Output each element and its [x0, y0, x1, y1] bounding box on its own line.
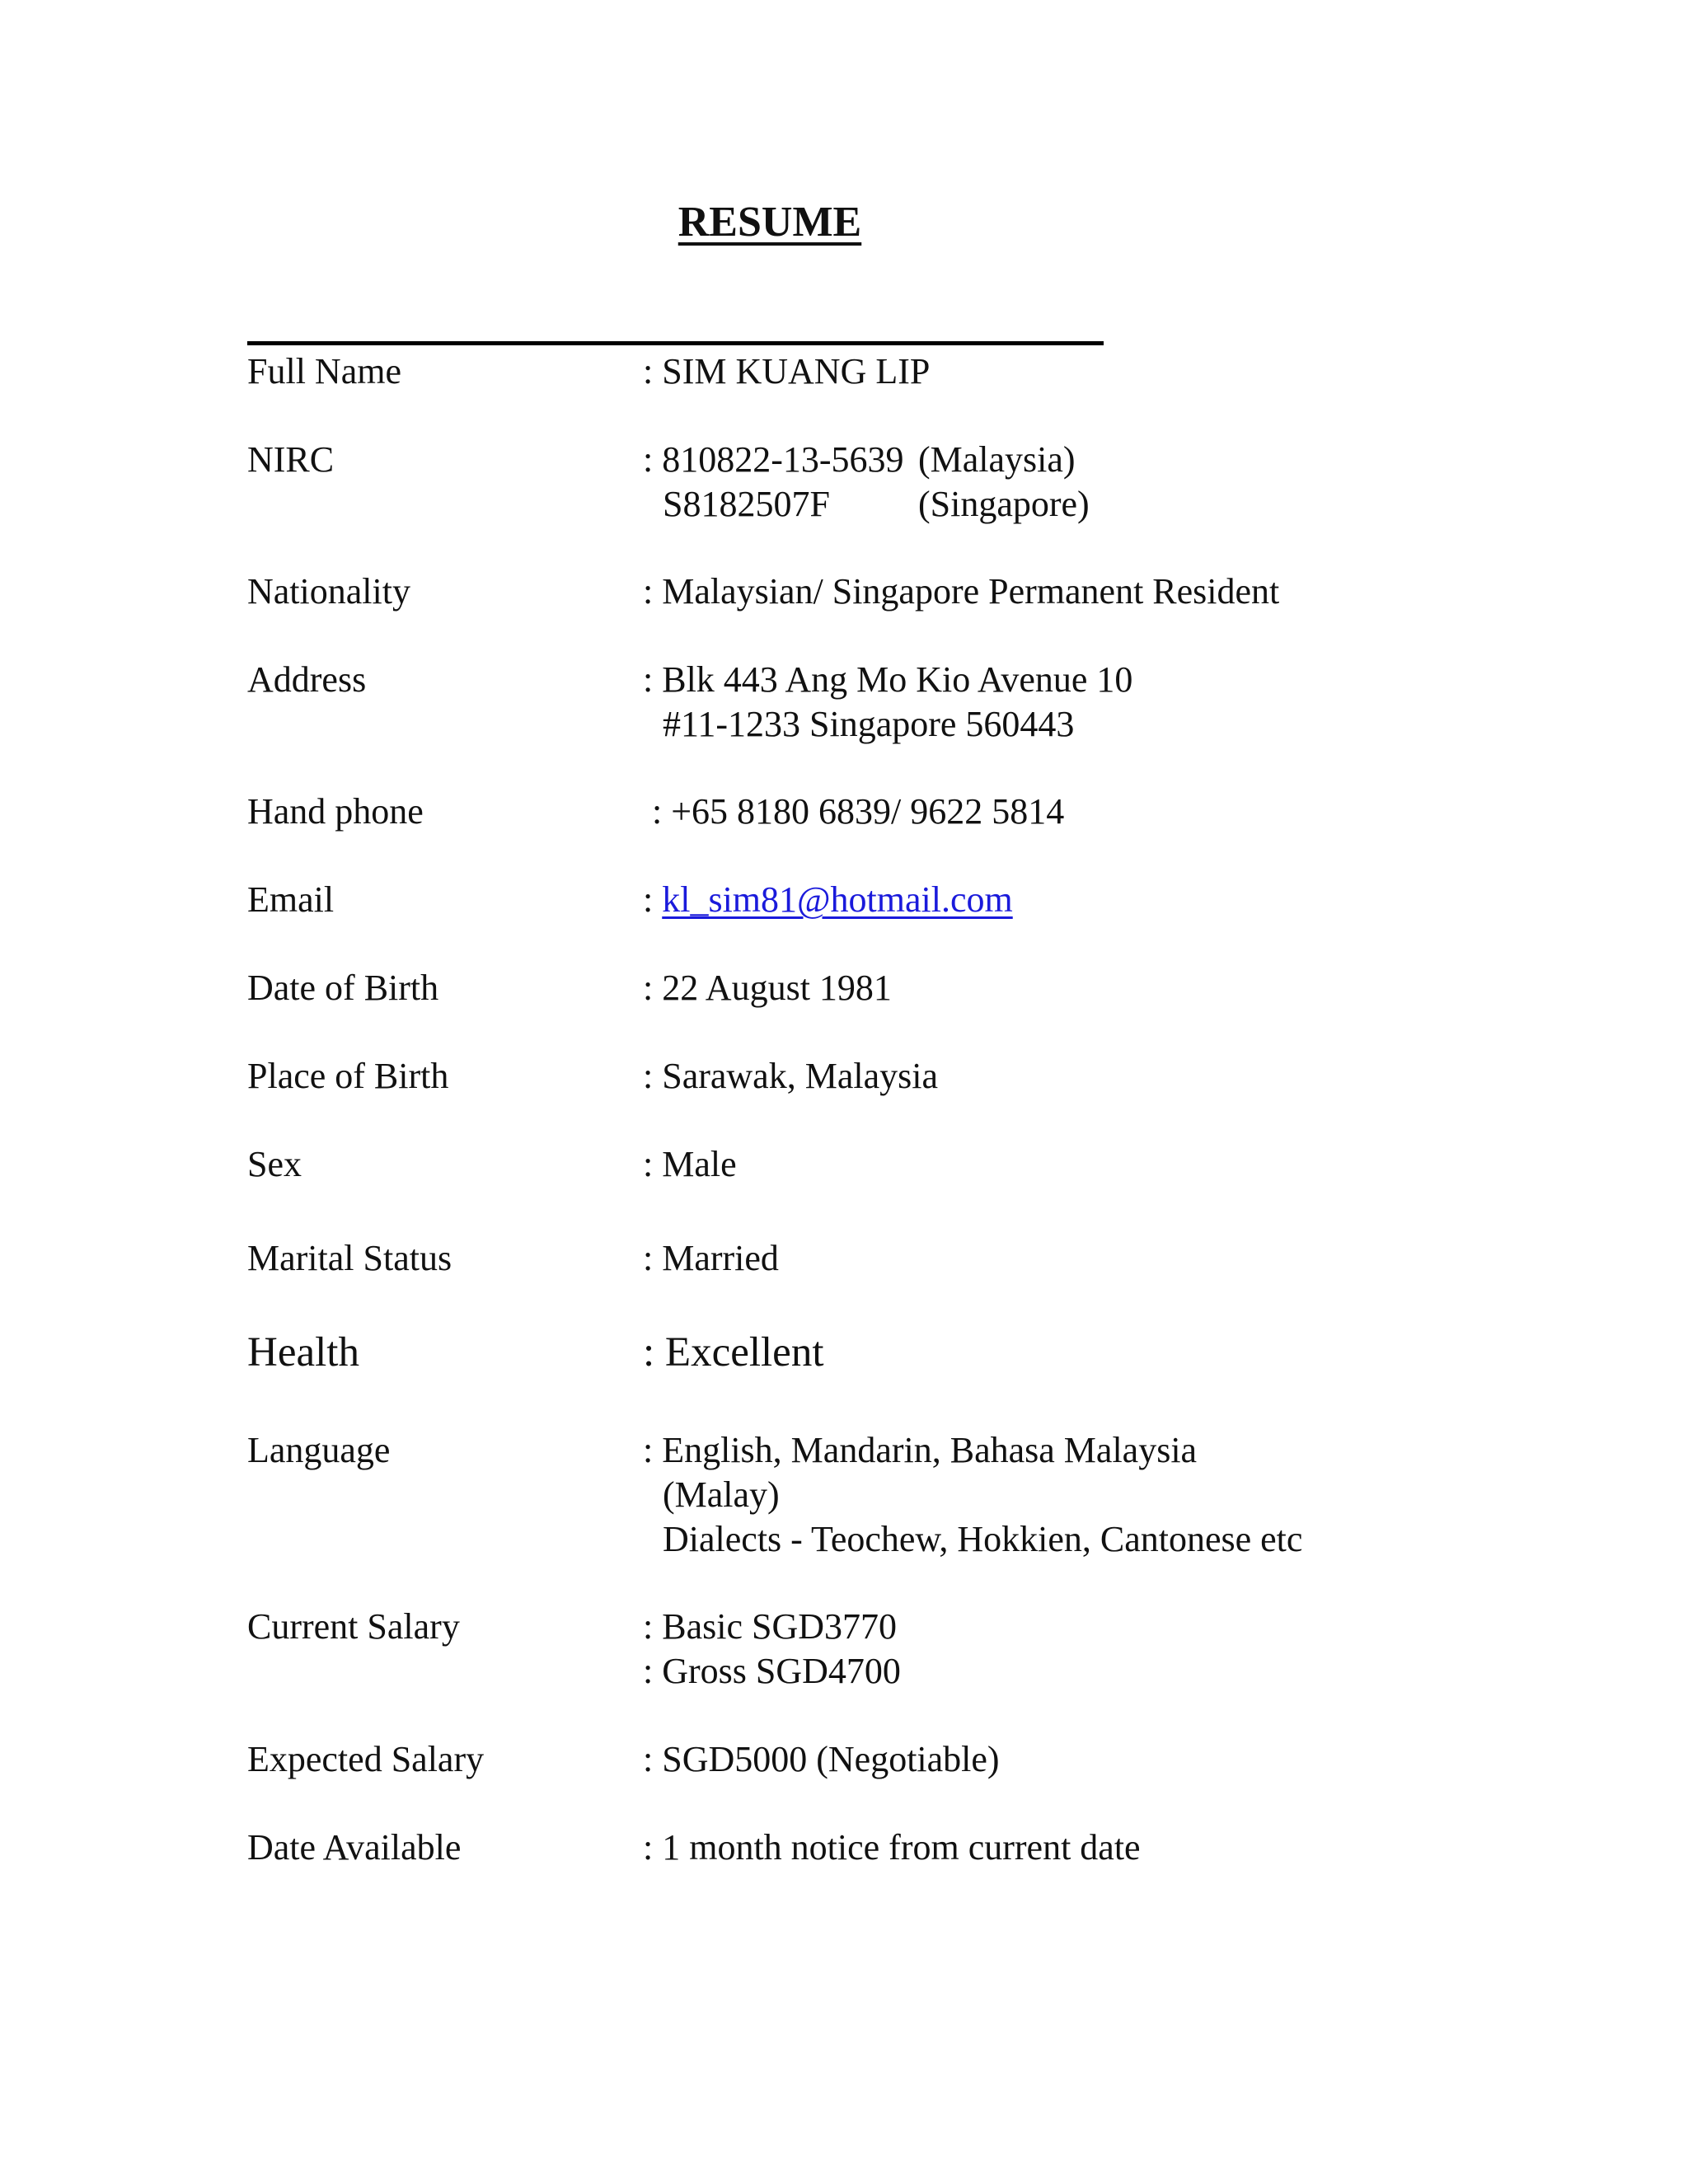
nirc-malaysia-note: (Malaysia): [918, 439, 1076, 480]
field-label: Date of Birth: [247, 968, 439, 1008]
field-value: [643, 1428, 1302, 1562]
field-label: Email: [247, 879, 335, 920]
address-line-2: #11-1233 Singapore 560443: [663, 704, 1075, 744]
field-label: Marital Status: [247, 1238, 452, 1278]
field-value: [643, 438, 1090, 527]
field-value: : Married: [643, 1238, 779, 1278]
page-title: RESUME: [678, 199, 862, 246]
field-value: : SIM KUANG LIP: [643, 351, 931, 391]
salary-gross: : Gross SGD4700: [643, 1651, 901, 1691]
field-label: Expected Salary: [247, 1739, 485, 1779]
field-value: : +65 8180 6839/ 9622 5814: [643, 791, 1065, 832]
field-value: [643, 1605, 901, 1694]
field-value: : 22 August 1981: [643, 968, 892, 1008]
field-label: Place of Birth: [247, 1056, 449, 1096]
nirc-singapore-number: S8182507F: [663, 484, 830, 524]
field-label: Health: [247, 1329, 359, 1376]
field-label: Language: [247, 1430, 391, 1470]
field-label: NIRC: [247, 439, 335, 480]
field-label: Date Available: [247, 1827, 462, 1868]
horizontal-rule: [247, 341, 1104, 345]
email-prefix: :: [643, 879, 663, 920]
field-label: Address: [247, 659, 367, 700]
nirc-singapore-note: (Singapore): [918, 484, 1090, 524]
field-label: Hand phone: [247, 791, 424, 832]
field-value: : Excellent: [643, 1329, 824, 1376]
field-value: [643, 658, 1132, 747]
field-label: Full Name: [247, 351, 401, 391]
field-value: : Malaysian/ Singapore Permanent Resident: [643, 571, 1280, 612]
field-value: [643, 878, 1013, 922]
field-value: : Sarawak, Malaysia: [643, 1056, 938, 1096]
field-label: Nationality: [247, 571, 410, 612]
field-label: Current Salary: [247, 1606, 460, 1647]
language-line-1: : English, Mandarin, Bahasa Malaysia: [643, 1430, 1198, 1470]
nirc-malaysia-number: : 810822-13-5639: [643, 439, 904, 480]
field-value: : Male: [643, 1144, 737, 1184]
field-label: Sex: [247, 1144, 302, 1184]
address-line-1: : Blk 443 Ang Mo Kio Avenue 10: [643, 659, 1133, 700]
email-link[interactable]: kl_sim81@hotmail.com: [662, 879, 1013, 920]
salary-basic: : Basic SGD3770: [643, 1606, 897, 1647]
field-value: : SGD5000 (Negotiable): [643, 1739, 1000, 1779]
language-line-2: (Malay): [663, 1474, 780, 1515]
field-value: : 1 month notice from current date: [643, 1827, 1141, 1868]
language-line-3: Dialects - Teochew, Hokkien, Cantonese etc: [663, 1519, 1303, 1559]
